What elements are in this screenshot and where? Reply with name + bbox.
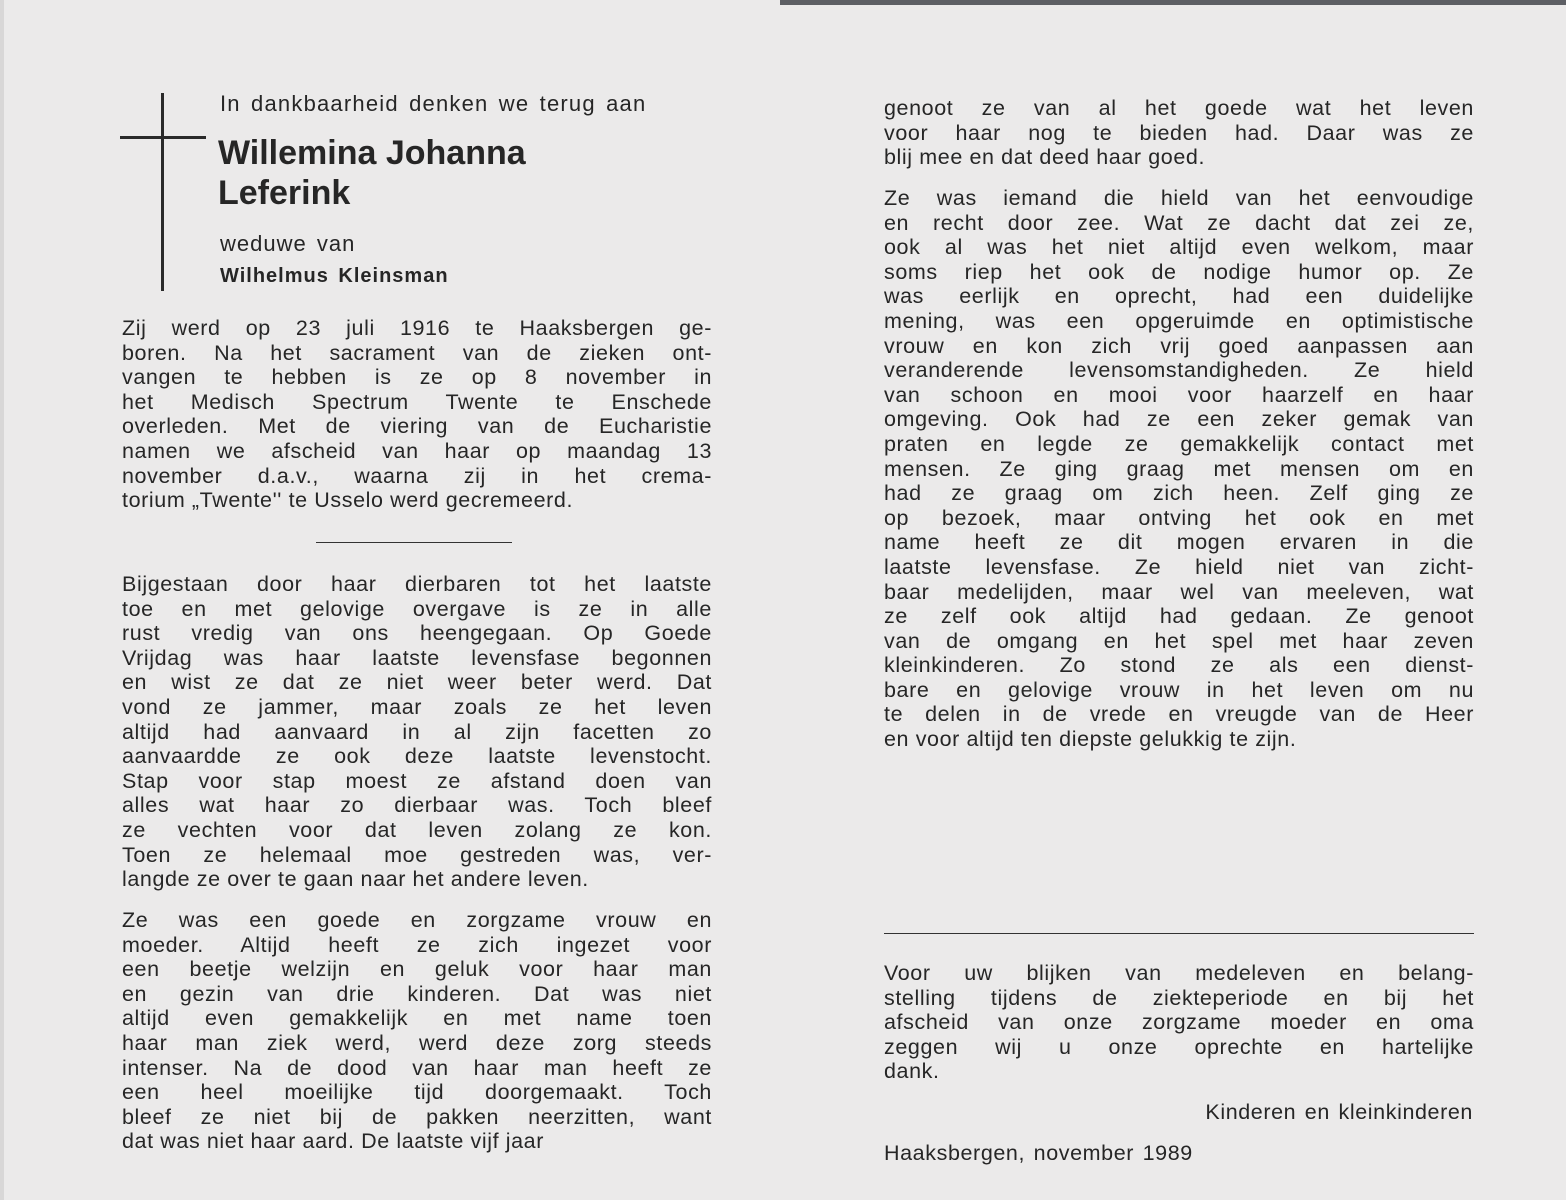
- text-line: mensen. Ze ging graag met mensen om en: [884, 456, 1474, 481]
- text-line: en recht door zee. Wat ze dacht dat zei ze,: [884, 210, 1474, 235]
- text-line: op bezoek, maar ontving het ook en met: [884, 505, 1474, 530]
- text-line: en wist ze dat ze niet weer beter werd. Dat: [122, 670, 712, 695]
- text-line: omgeving. Ook had ze een zeker gemak van: [884, 407, 1474, 432]
- long-divider: [884, 933, 1474, 934]
- text-line: vond ze jammer, maar zoals ze het leven: [122, 694, 712, 719]
- text-line: dat was niet haar aard. De laatste vijf jaar: [122, 1129, 544, 1154]
- text-line: intenser. Na de dood van haar man heeft ze: [122, 1055, 712, 1080]
- text-line: en gezin van drie kinderen. Dat was niet: [122, 981, 712, 1006]
- scan-left-edge: [0, 0, 4, 1200]
- text-line: toe en met gelovige overgave is ze in alle: [122, 596, 712, 621]
- deceased-name: [218, 133, 526, 213]
- text-line: van schoon en mooi voor haarzelf en haar: [884, 382, 1474, 407]
- text-line: baar medelijden, maar wel van meeleven, wat: [884, 579, 1474, 604]
- text-line: Vrijdag was haar laatste levensfase begonnen: [122, 645, 712, 670]
- text-line: ook al was het niet altijd even welkom, maar: [884, 235, 1474, 260]
- text-line: te delen in de vrede en vreugde van de Heer: [884, 702, 1474, 727]
- text-line: een beetje welzijn en geluk voor haar man: [122, 957, 712, 982]
- cross-icon-horizontal: [120, 136, 206, 139]
- text-line: Toen ze helemaal moe gestreden was, ver-: [122, 842, 712, 867]
- text-line: Ze was een goede en zorgzame vrouw en: [122, 908, 712, 932]
- text-line: Stap voor stap moest ze afstand doen van: [122, 768, 712, 793]
- right-paragraph-1: [884, 96, 1474, 170]
- text-line: het Medisch Spectrum Twente te Enschede: [122, 389, 712, 414]
- text-line: stelling tijdens de ziekteperiode en bij het: [884, 985, 1474, 1010]
- scan-edge-bar: [780, 0, 1566, 5]
- text-line: boren. Na het sacrament van de zieken ont-: [122, 340, 712, 365]
- text-line: name heeft ze dit mogen ervaren in die: [884, 530, 1474, 555]
- text-line: moeder. Altijd heeft ze zich ingezet voor: [122, 932, 712, 957]
- text-line: voor haar nog te bieden had. Daar was ze: [884, 120, 1474, 145]
- text-line: ze vechten voor dat leven zolang ze kon.: [122, 817, 712, 842]
- text-line: Ze was iemand die hield van het eenvoudige: [884, 186, 1474, 210]
- text-line: langde ze over te gaan naar het andere leven.: [122, 867, 589, 892]
- text-line: ze zelf ook altijd had gedaan. Ze genoot: [884, 604, 1474, 629]
- text-line: bare en gelovige vrouw in het leven om nu: [884, 677, 1474, 702]
- text-line: praten en legde ze gemakkelijk contact met: [884, 431, 1474, 456]
- text-line: dank.: [884, 1059, 940, 1084]
- signature: Kinderen en kleinkinderen: [1205, 1100, 1473, 1124]
- text-line: torium „Twente'' te Usselo werd gecremeerd.: [122, 488, 574, 513]
- text-line: vrouw en kon zich vrij goed aanpassen aan: [884, 333, 1474, 358]
- text-line: altijd had aanvaard in al zijn facetten zo: [122, 719, 712, 744]
- text-line: rust vredig van ons heengegaan. Op Goede: [122, 621, 712, 646]
- text-line: had ze graag om zich heen. Zelf ging ze: [884, 481, 1474, 506]
- text-line: blij mee en dat deed haar goed.: [884, 145, 1206, 170]
- text-line: zeggen wij u onze oprechte en hartelijke: [884, 1034, 1474, 1059]
- text-line: vangen te hebben is ze op 8 november in: [122, 365, 712, 390]
- text-line: kleinkinderen. Zo stond ze als een dienst-: [884, 653, 1474, 678]
- text-line: overleden. Met de viering van de Eucharistie: [122, 414, 712, 439]
- text-line: namen we afscheid van haar op maandag 13: [122, 438, 712, 463]
- text-line: Voor uw blijken van medeleven en belang-: [884, 961, 1474, 985]
- text-line: haar man ziek werd, werd deze zorg steeds: [122, 1030, 712, 1055]
- text-line: was eerlijk en oprecht, had een duidelijke: [884, 284, 1474, 309]
- text-line: soms riep het ook de nodige humor op. Ze: [884, 259, 1474, 284]
- thanks-paragraph: [884, 961, 1474, 1084]
- left-paragraph-3: [122, 908, 712, 1154]
- text-line: laatste levensfase. Ze hield niet van zicht-: [884, 554, 1474, 579]
- text-line: mening, was een opgeruimde en optimistische: [884, 308, 1474, 333]
- place-date: Haaksbergen, november 1989: [884, 1141, 1193, 1165]
- text-line: alles wat haar zo dierbaar was. Toch bleef: [122, 793, 712, 818]
- husband-name: Wilhelmus Kleinsman: [220, 265, 449, 287]
- text-line: afscheid van onze zorgzame moeder en oma: [884, 1010, 1474, 1035]
- text-line: Bijgestaan door haar dierbaren tot het laatste: [122, 572, 712, 596]
- text-line: bleef ze niet bij de pakken neerzitten, want: [122, 1104, 712, 1129]
- text-line: een heel moeilijke tijd doorgemaakt. Toch: [122, 1080, 712, 1105]
- text-line: genoot ze van al het goede wat het leven: [884, 96, 1474, 120]
- right-paragraph-2: [884, 186, 1474, 752]
- deceased-first-names: Willemina Johanna: [218, 134, 526, 172]
- text-line: en voor altijd ten diepste gelukkig te zijn.: [884, 727, 1297, 752]
- text-line: veranderende levensomstandigheden. Ze hield: [884, 358, 1474, 383]
- deceased-surname: Leferink: [218, 174, 351, 212]
- left-paragraph-2: [122, 572, 712, 892]
- text-line: aanvaardde ze ook deze laatste levenstocht.: [122, 744, 712, 769]
- text-line: van de omgang en het spel met haar zeven: [884, 628, 1474, 653]
- intro-text: In dankbaarheid denken we terug aan: [220, 91, 647, 116]
- short-divider: [316, 542, 512, 543]
- cross-icon-vertical: [161, 93, 164, 291]
- text-line: Zij werd op 23 juli 1916 te Haaksbergen ge-: [122, 316, 712, 340]
- text-line: altijd even gemakkelijk en met name toen: [122, 1006, 712, 1031]
- left-paragraph-1: [122, 316, 712, 513]
- text-line: november d.a.v., waarna zij in het crema-: [122, 463, 712, 488]
- widow-of-label: weduwe van: [220, 231, 356, 256]
